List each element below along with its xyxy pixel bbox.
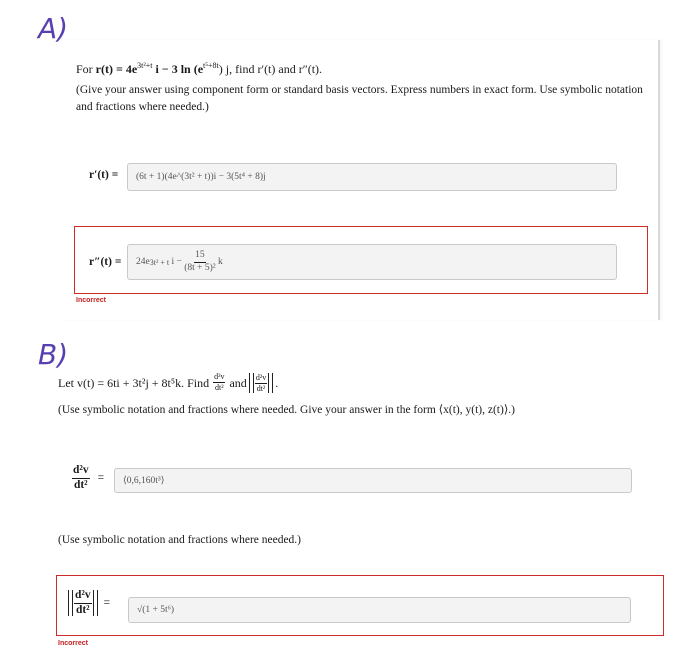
rdp-part-b: i − (171, 257, 182, 267)
part-a-marker: A) (38, 12, 69, 45)
part-b-question: Let v(t) = 6ti + 3t²j + 8t⁵k. Find $\frac{\text{d²v}}{\text{dt²}}$ and $\frac{\text{d²v}}{\text{dt²}}$ . (58, 372, 279, 393)
d2v-den: dt² (73, 478, 88, 491)
part-a-instructions: (Give your answer using component form or standard basis vectors. Express numbers in exact form. Use symbolic notation and fractions where needed.) (76, 84, 643, 113)
part-a-question (76, 57, 656, 78)
find-norm-den: dt² (256, 383, 266, 393)
question-end: ) j, find r′(t) and r″(t). (218, 62, 323, 76)
question-b-pre: Let v(t) = 6ti + 3t²j + 8t⁵k. Find (58, 375, 210, 390)
question-exp1: 3t²+t (137, 61, 153, 70)
rdoubleprime-label: r″(t) = (89, 256, 122, 268)
question-b-and: and (229, 375, 247, 390)
find-fraction (213, 373, 225, 392)
part-b-instructions-2: (Use symbolic notation and fractions where needed.) (58, 534, 302, 546)
d2v-num: d²v (72, 465, 90, 479)
rdoubleprime-input[interactable] (127, 244, 617, 280)
part-b-marker: B) (38, 338, 69, 371)
find-norm (251, 373, 271, 393)
rdp-frac-den: (8t + 5)² (184, 262, 216, 273)
norm-label (70, 590, 110, 616)
norm-equals: = (103, 597, 111, 609)
question-r: r(t) = 4e (95, 62, 138, 76)
question-mid: i − 3 ln (e (152, 62, 204, 76)
norm-input[interactable] (128, 597, 631, 623)
rdp-exp: 3t² + t (149, 257, 170, 267)
norm-bars (70, 590, 96, 616)
norm-value: √(1 + 5t⁶) (137, 605, 175, 615)
d2v-label (72, 465, 104, 491)
question-exp2: t⁵+8t (203, 61, 219, 70)
rprime-input[interactable] (127, 163, 617, 191)
rprime-label: r′(t) = (89, 169, 119, 181)
d2v-fraction (72, 465, 90, 491)
part-a-status: Incorrect (76, 297, 106, 304)
rprime-value: (6t + 1)(4e^(3t² + t))i − 3(5t⁴ + 8)j (136, 172, 266, 182)
norm-frac (74, 590, 92, 616)
d2v-equals: = (97, 472, 105, 484)
rdp-frac-num: 15 (194, 251, 206, 263)
find-norm-num: d²v (255, 372, 267, 382)
rdp-part-c: k (218, 257, 223, 267)
d2v-input[interactable] (114, 468, 632, 493)
find-num: d²v (214, 372, 225, 382)
find-den: dt² (214, 383, 224, 393)
find-norm-frac (255, 374, 267, 393)
norm-num: d²v (74, 590, 92, 604)
norm-den: dt² (75, 603, 90, 616)
d2v-value: ⟨0,6,160t³⟩ (123, 476, 165, 486)
rdp-fraction (184, 251, 215, 273)
part-b-instructions-1: (Use symbolic notation and fractions where needed. Give your answer in the form ⟨x(t), y(t), z(t)⟩.) (58, 404, 516, 416)
rdp-part-a: 24e (136, 257, 150, 267)
question-prefix: For (76, 62, 96, 76)
part-b-status: Incorrect (58, 640, 88, 647)
